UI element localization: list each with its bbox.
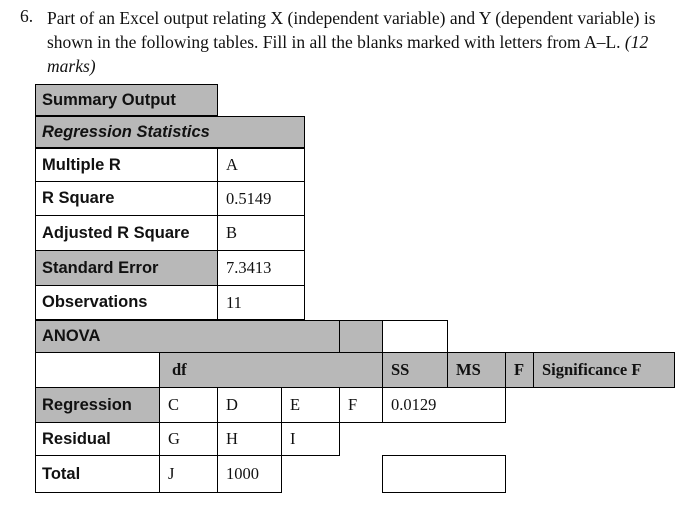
anova-label-total: Total: [35, 455, 160, 493]
stat-value-r-square: 0.5149: [217, 181, 305, 216]
anova-residual-ss: H: [217, 422, 282, 456]
stat-value-adjusted-r-square: B: [217, 215, 305, 251]
anova-total-df: J: [159, 455, 218, 493]
anova-header-significance-f: Significance F: [533, 352, 675, 388]
anova-label-residual: Residual: [35, 422, 160, 456]
anova-header-f: F: [505, 352, 534, 388]
anova-header-df: df: [159, 352, 383, 388]
anova-header-ms: MS: [447, 352, 506, 388]
anova-title-filler: [339, 320, 383, 353]
anova-regression-ss: D: [217, 387, 282, 423]
stat-value-multiple-r: A: [217, 148, 305, 182]
anova-total-ss: 1000: [217, 455, 282, 493]
stat-label-standard-error: Standard Error: [35, 250, 218, 286]
summary-output-title: Summary Output: [35, 84, 218, 116]
question-number: 6.: [20, 6, 34, 26]
anova-title: ANOVA: [35, 320, 340, 353]
regression-statistics-title: Regression Statistics: [35, 116, 305, 148]
anova-regression-significance: 0.0129: [382, 387, 506, 423]
stat-label-r-square: R Square: [35, 181, 218, 216]
anova-regression-f: F: [339, 387, 383, 423]
anova-label-regression: Regression: [35, 387, 160, 423]
question-body: Part of an Excel output relating X (independent variable) and Y (dependent variable) is shown in the following tables. Fill in all the blanks marked with letters from A–L.: [47, 8, 656, 52]
anova-residual-ms: I: [281, 422, 340, 456]
question-marks: (12 marks): [47, 32, 649, 76]
anova-regression-df: C: [159, 387, 218, 423]
stat-value-standard-error: 7.3413: [217, 250, 305, 286]
stat-value-observations: 11: [217, 285, 305, 320]
stat-label-multiple-r: Multiple R: [35, 148, 218, 182]
anova-regression-ms: E: [281, 387, 340, 423]
anova-title-empty: [382, 320, 448, 353]
question-text: [47, 6, 687, 78]
anova-header-ss: SS: [382, 352, 448, 388]
anova-total-empty: [382, 455, 506, 493]
stat-label-adjusted-r-square: Adjusted R Square: [35, 215, 218, 251]
stat-label-observations: Observations: [35, 285, 218, 320]
anova-header-empty: [35, 352, 160, 388]
anova-residual-df: G: [159, 422, 218, 456]
